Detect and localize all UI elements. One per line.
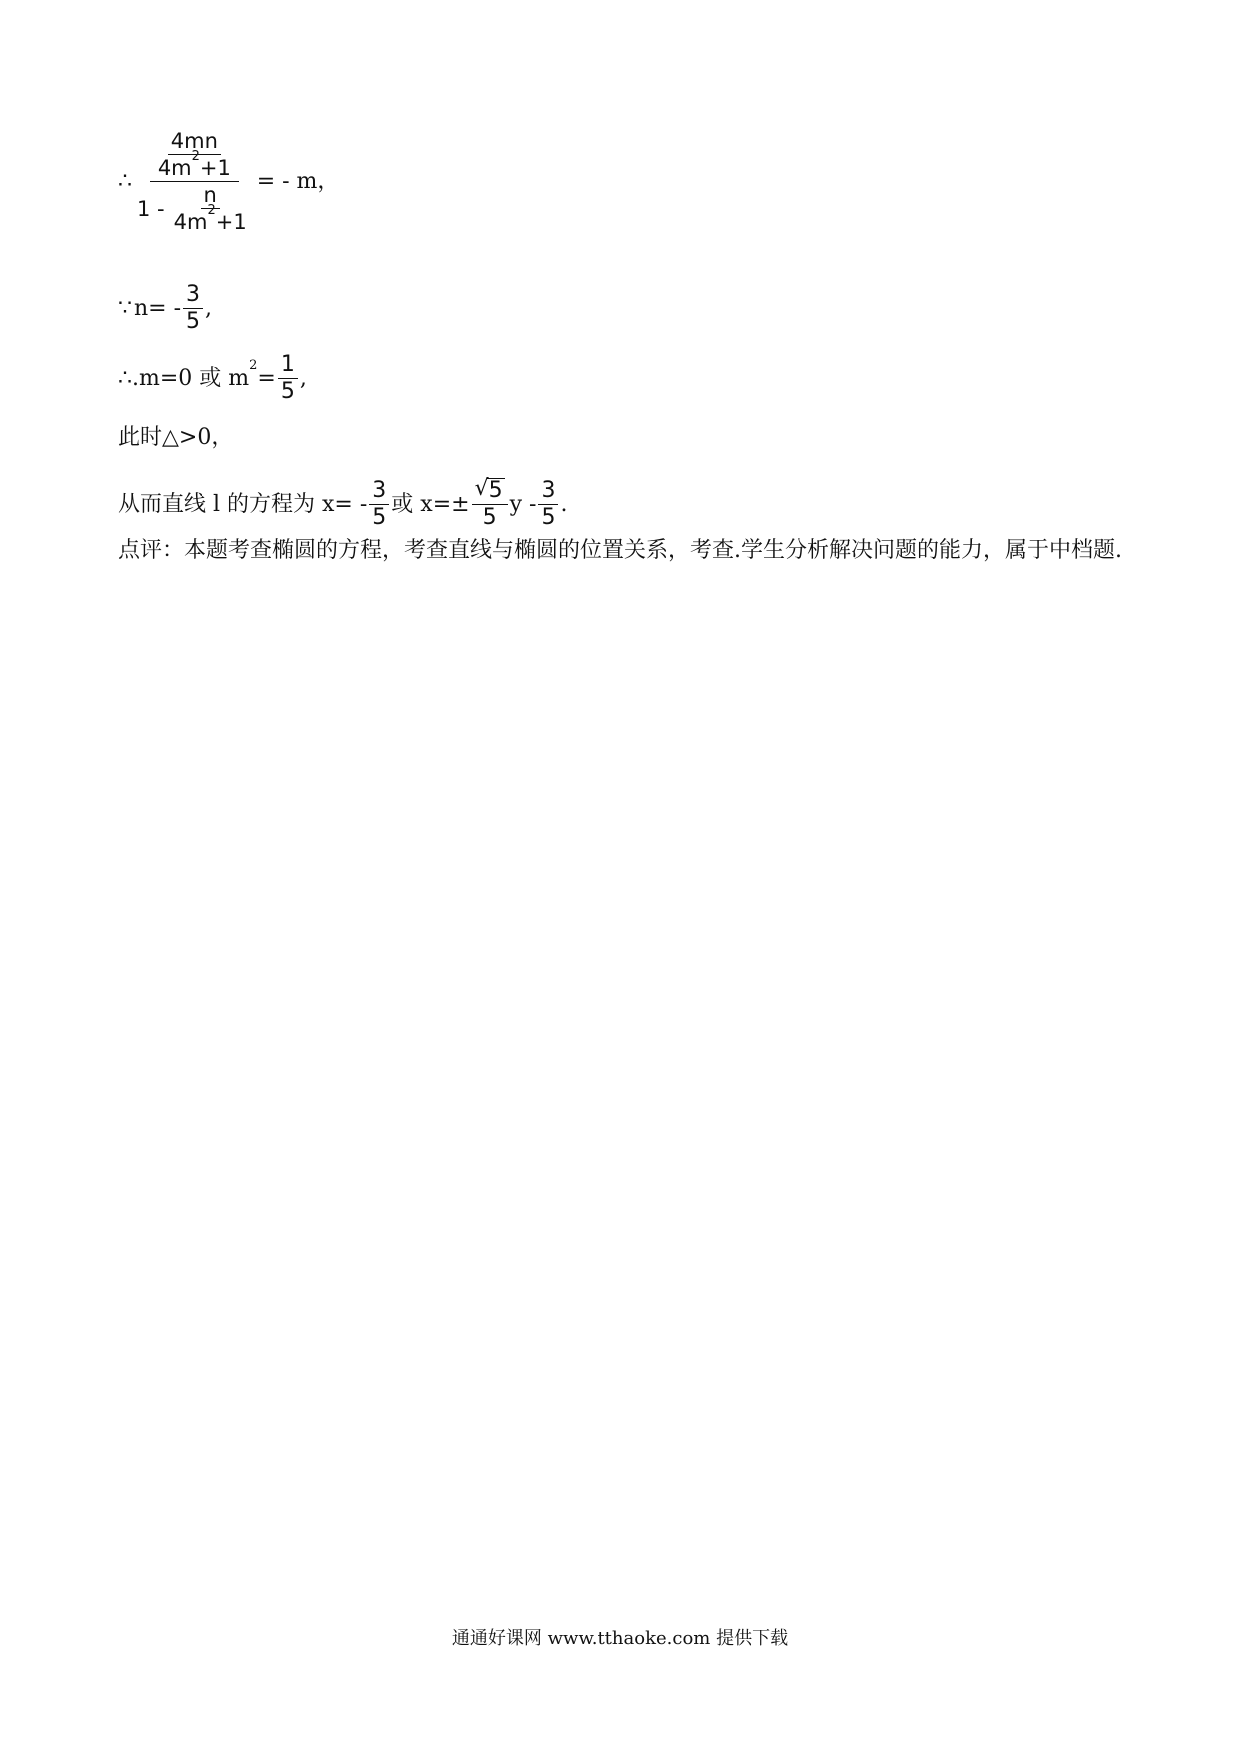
exponent: 2 xyxy=(207,203,216,218)
equation-lhs: n= - xyxy=(134,295,182,321)
fraction-denominator: 5 xyxy=(280,379,295,404)
denominator-tail: +1 xyxy=(199,156,231,180)
text-line-delta xyxy=(118,425,233,451)
therefore-symbol: ∴ xyxy=(118,365,132,391)
therefore-symbol: ∴ xyxy=(118,168,132,194)
fraction-1 xyxy=(369,478,389,531)
denominator-lead: 1 - xyxy=(137,196,165,221)
fraction-numerator: 3 xyxy=(183,282,203,309)
square-root xyxy=(475,478,505,504)
numerator-fraction-bottom xyxy=(155,149,234,181)
complex-fraction-denominator xyxy=(134,182,255,235)
denominator-fraction-top: n xyxy=(201,182,220,209)
punctuation: , xyxy=(299,365,307,391)
denominator-base: 4m xyxy=(173,210,208,234)
fraction-numerator xyxy=(472,478,508,505)
radicand: 5 xyxy=(488,478,503,503)
exponent: 2 xyxy=(191,149,200,164)
fraction-denominator: 5 xyxy=(372,505,387,530)
fraction-denominator: 5 xyxy=(541,505,556,530)
denominator-fraction-bottom xyxy=(171,203,250,235)
punctuation: . xyxy=(560,491,568,517)
denominator-base: 4m xyxy=(157,156,192,180)
fraction-denominator: 5 xyxy=(186,309,201,334)
equation-m-value xyxy=(118,352,307,405)
equation-middle: 或 x=± xyxy=(391,491,470,517)
radical-sign: √ xyxy=(474,476,489,501)
equation-rhs: = - m， xyxy=(256,168,340,194)
comment-line xyxy=(118,538,1122,564)
exponent: 2 xyxy=(249,358,258,374)
comment-text: 点评：本题考查椭圆的方程，考查直线与椭圆的位置关系，考查.学生分析解决问题的能力，属于中档题. xyxy=(118,538,1122,563)
equation-lhs xyxy=(132,358,276,392)
fraction-3 xyxy=(538,478,558,531)
fraction-2 xyxy=(472,478,508,531)
punctuation: , xyxy=(205,295,213,321)
equation-line-l xyxy=(118,478,567,531)
numerator-fraction xyxy=(155,128,234,181)
complex-fraction xyxy=(134,128,255,235)
fraction-numerator: 3 xyxy=(369,478,389,505)
denominator-tail: +1 xyxy=(215,210,247,234)
fraction xyxy=(278,352,298,405)
equation-y-part: y - xyxy=(509,491,537,517)
fraction-denominator: 5 xyxy=(482,505,497,530)
equation-complex-fraction xyxy=(118,128,339,235)
text-content: 此时△>0， xyxy=(118,425,234,450)
fraction-numerator: 1 xyxy=(278,352,298,379)
complex-fraction-numerator xyxy=(150,128,239,182)
equation-prefix: 从而直线 l 的方程为 x= - xyxy=(118,491,368,517)
denominator-fraction xyxy=(171,182,250,235)
page-footer xyxy=(0,1624,1240,1650)
because-symbol: ∵ xyxy=(118,295,132,321)
equals-sign: = xyxy=(257,365,276,391)
equation-lhs-text: .m=0 或 m xyxy=(132,365,250,391)
fraction-numerator: 3 xyxy=(538,478,558,505)
footer-text: 通通好课网 www.tthaoke.com 提供下载 xyxy=(451,1628,789,1649)
numerator-fraction-top: 4mn xyxy=(168,128,221,155)
fraction xyxy=(183,282,203,335)
equation-n-value xyxy=(118,282,212,335)
